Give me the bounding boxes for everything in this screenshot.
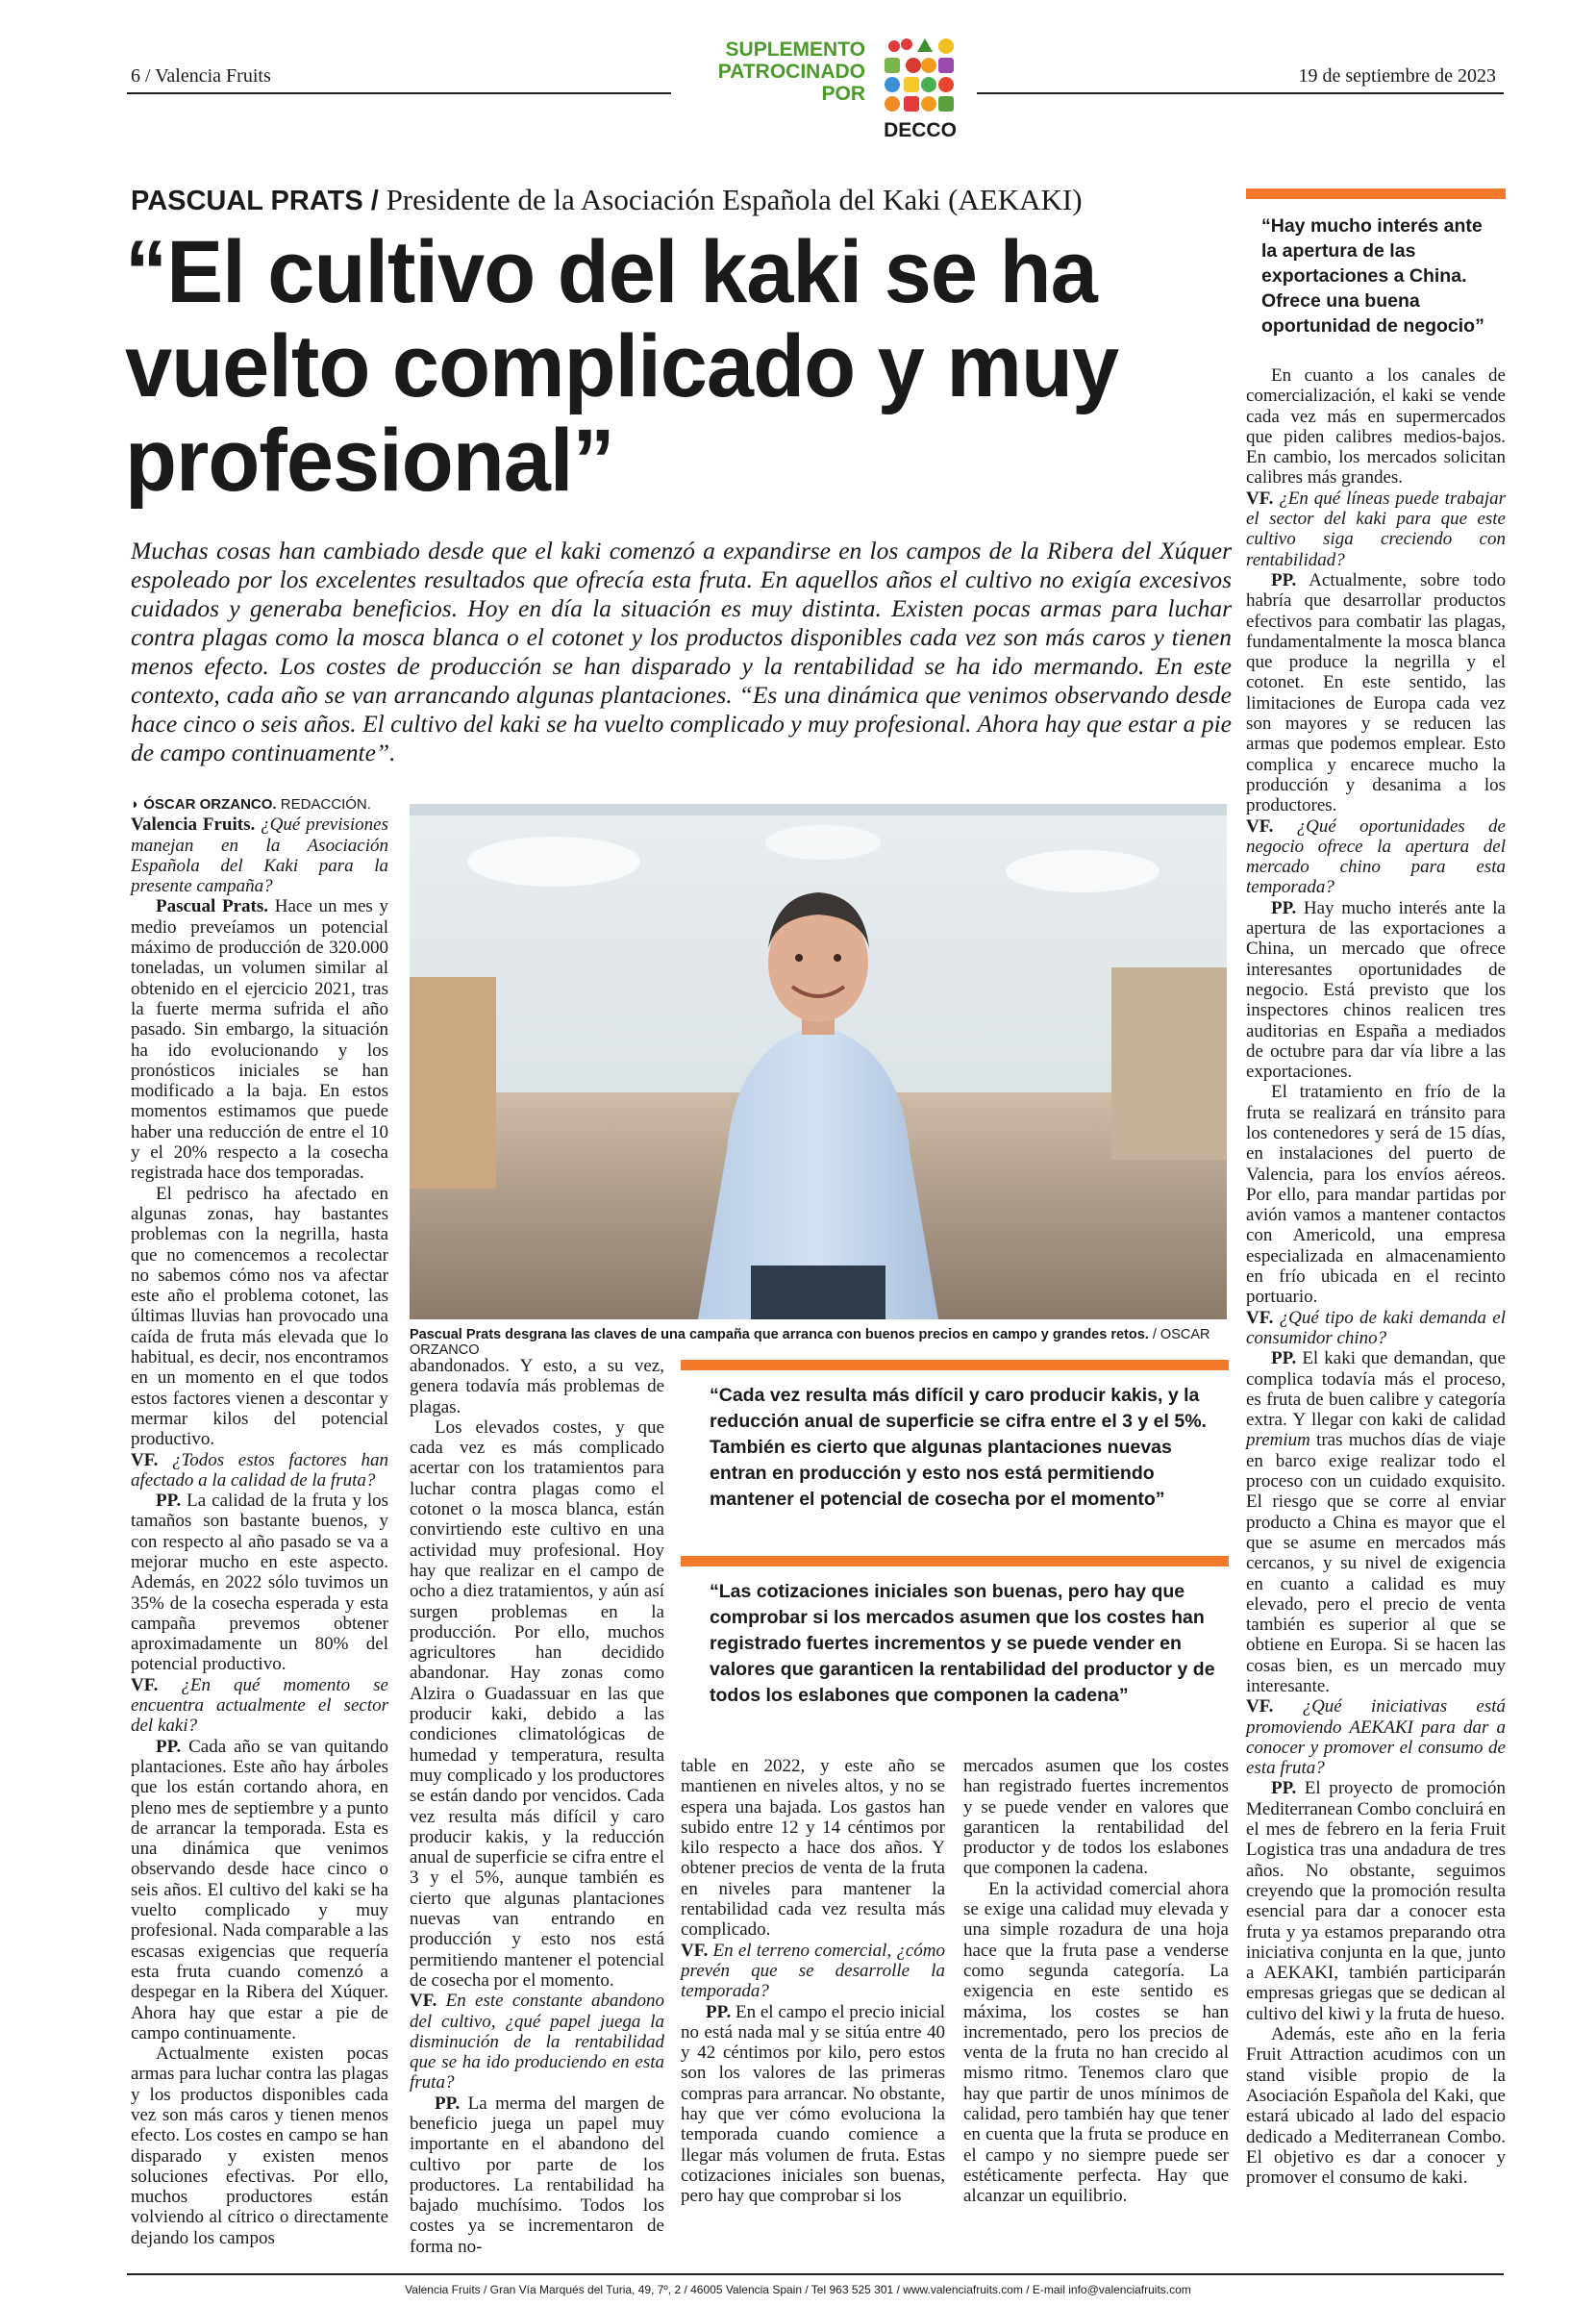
paragraph: En cuanto a los canales de comercialización, el kaki se vende cada vez más en supermercados que piden calibres medios-bajos. En cambio, los mercados solicitan calibres más grandes. [1246,365,1506,489]
interviewee-role: Presidente de la Asociación Española del Kaki (AEKAKI) [378,183,1083,216]
column-1 [131,794,388,2248]
answer-text: Hace un mes y medio preveíamos un potencial máximo de producción de 320.000 toneladas, un volumen similar al obtenido en el ejercicio 2021, tras la fuerte merma sufrida el año pasado. Sin embargo, la situación ha ido evolucionando y los pronósticos iniciales se han modificado a la baja. En estos momentos estimamos que puede haber una reducción de entre el 10 y el 20% respecto a la cosecha registrada hace dos temporadas. [131,896,388,1184]
portrait-photo-image [410,804,1227,1319]
question-label: VF. [131,1449,159,1470]
page-date: 19 de septiembre de 2023 [1298,65,1496,87]
page-label: 6 / Valencia Fruits [131,65,271,87]
question-label: VF. [681,1940,709,1961]
decco-logo [875,35,965,142]
paragraph: Los elevados costes, y que cada vez es más complicado acertar con los tratamientos para luchar contra plagas como el cotonet o la mosca blanca, están convirtiendo este cultivo en una actividad muy profesional. Hoy hay que realizar en el campo de ocho a diez tratamientos, y aún así surgen problemas en la producción. Por ello, muchos agricultores han decidido abandonar. Hay zonas como Alzira o Guadassuar en las que producir kaki, debido a las condiciones climatológicas de humedad y temperatura, resulta muy complicado y los productores se están dando por vencidos. Cada vez resulta más difícil y caro producir kakis, y la reducción anual de superficie se cifra entre el 3 y el 5%, aunque también es cierto que algunas plantaciones nuevas van entrando en producción y esto nos está permitiendo mantener el potencial de cosecha por el momento. [410,1416,664,1991]
question-text: ¿Todos estos factores han afectado a la calidad de la fruta? [131,1449,388,1491]
author-name: ÓSCAR ORZANCO. [143,796,277,813]
answer-text: tras muchos días de viaje en barco exige realizar todo el proceso con un cuidado exquisito. El riesgo que se corre al enviar producto a China es mayor que el que se asume en mercados más cercanos, y su nivel de exigencia en cuanto a calidad es muy elevado, pero el precio de venta también es superior al que se obtiene en Europa. Si se hacen las cosas bien, es un mercado muy interesante. [1246,1430,1506,1696]
sidebar-pullquote-bar [1246,188,1506,199]
paragraph: Además, este año en la feria Fruit Attraction acudimos con un stand visible propio de la Asociación Española del Kaki, que estará ubicado al lado del espacio dedicado a Mediterranean Combo. El objetivo es dar a conocer y promover el consumo de kaki. [1246,2024,1506,2189]
answer-label: PP. [706,2001,732,2022]
answer-label: PP. [435,2093,461,2114]
sponsor-line-1: SUPLEMENTO [725,38,865,61]
answer-text: El kaki que demandan, que complica todavía más el proceso, es fruta de buen calibre y categoría extra. Y llegar con kaki de calidad [1246,1348,1506,1431]
pullquote-1-bar [681,1360,1229,1370]
answer-label: PP. [156,1736,182,1757]
paragraph: abandonados. Y esto, a su vez, genera todavía más problemas de plagas. [410,1356,664,1417]
header-rule-left [127,92,671,94]
question-text: ¿Qué iniciativas está promoviendo AEKAKI para dar a conocer y promover el consumo de esta fruta? [1246,1696,1506,1779]
question-label: VF. [410,1991,437,2012]
portrait-photo [410,804,1227,1319]
author-byline: ◗ ÓSCAR ORZANCO. REDACCIÓN. [131,796,371,813]
question-label: VF. [1246,1307,1274,1328]
caption-text: Pascual Prats desgrana las claves de una campaña que arranca con buenos precios en campo y grandes retos. [410,1327,1149,1342]
sponsor-brand: DECCO [884,119,957,141]
column-2 [410,1356,664,2257]
answer-text: En el campo el precio inicial no está nada mal y se sitúa entre 40 y 42 céntimos por kilo, pero estos son los valores de las primeras compras para arrancar. No obstante, hay que ver cómo evoluciona la temporada cuando comience a llegar más volumen de fruta. Estas cotizaciones iniciales son buenas, pero hay que comprobar si los [681,2001,945,2207]
paragraph: table en 2022, y este año se mantienen en niveles altos, y no se espera una bajada. Los gastos han subido entre 12 y 14 céntimos por kilo respecto a hace dos años. Y obtener precios de venta de la fruta en niveles para mantener la rentabilidad cada vez resulta más complicado. [681,1756,945,1941]
paragraph: mercados asumen que los costes han registrado fuertes incrementos y se puede vender en valores que garanticen la rentabilidad del productor y de todos los eslabones que componen la cadena. [963,1756,1229,1879]
paragraph: El tratamiento en frío de la fruta se realizará en tránsito para los contenedores y será de 15 días, en instalaciones del puerto de Valencia, para los envíos aéreos. Por ello, para mandar partidas por avión vamos a mantener contactos con Americold, una empresa especializada en almacenamiento en frío ubicada en el recinto portuario. [1246,1082,1506,1308]
header-rule-right [977,92,1504,94]
answer-emphasis: premium [1246,1430,1310,1451]
article-kicker [131,183,1083,217]
interviewee-name: PASCUAL PRATS / [131,186,379,216]
question-text: ¿Qué previsiones manejan en la Asociación Española del Kaki para la presente campaña? [131,815,388,897]
column-4 [963,1756,1229,2207]
question-text: ¿Qué tipo de kaki demanda el consumidor chino? [1246,1307,1506,1348]
answer-label: PP. [1271,1348,1297,1369]
pullquote-2: “Las cotizaciones iniciales son buenas, pero hay que comprobar si los mercados asumen que los costes han registrado fuertes incrementos y se puede vender en valores que garanticen la rentabilidad del productor y de todos los eslabones que componen la cadena” [710,1581,1215,1706]
question-label: VF. [1246,488,1274,509]
sponsor-line-2: PATROCINADO POR [717,61,865,105]
paragraph: En la actividad comercial ahora se exige una calidad muy elevada y una simple rozadura de una hoja hace que la fruta pase a venderse como segunda categoría. La exigencia en este sentido es máxima, los costes se han incrementado, pero los precios de venta de la fruta no han crecido al mismo ritmo. Tenemos claro que hay que partir de unos mínimos de calidad, pero también hay que tener en cuenta que la fruta se produce en el campo y no siempre puede ser estéticamente perfecta. Hay que alcanzar un equilibrio. [963,1878,1229,2207]
answer-text: La calidad de la fruta y los tamaños son bastante buenos, y con respecto al año pasado se va a mejorar mucho en este aspecto. Además, en 2022 sólo tuvimos un 35% de la cosecha esperada y esta campaña prevemos obtener aproximadamente un 80% del potencial productivo. [131,1491,388,1675]
page-footer: Valencia Fruits / Gran Vía Marqués del Turia, 49, 7º, 2 / 46005 Valencia Spain / Tel 963 525 301 / www.valenciafruits.com / E-mail info@valenciafruits.com [405,2283,1191,2296]
column-3 [681,1756,945,2207]
question-label: Valencia Fruits. [131,815,256,836]
question-text: ¿En qué momento se encuentra actualmente el sector del kaki? [131,1674,388,1737]
answer-label: PP. [1271,1778,1297,1799]
answer-text: El proyecto de promoción Mediterranean Combo concluirá en el mes de febrero en la feria Fruit Logistica tras una andadura de tres años. No obstante, seguimos creyendo que la promoción resulta esencial para dar a conocer esta fruta y ya estamos preparando otra iniciativa conjunta en la que, junto a AEKAKI, también participarán empresas griegas que se dedican al cultivo del kiwi y la fruta de hueso. [1246,1778,1506,2024]
answer-text: Cada año se van quitando plantaciones. Este año hay árboles que los están cortando ahora, en pleno mes de septiembre y a punto de arrancar la temporada. Esta es una dinámica que venimos observando desde hace cinco o seis años. El cultivo del kaki se ha vuelto complicado y muy profesional. Nada comparable a las escasas exigencias que requería esta fruta cuando comenzó a despegar en la Ribera del Xúquer. Ahora hay que estar a pie de campo continuamente. [131,1736,388,2043]
article-lede: Muchas cosas han cambiado desde que el kaki comenzó a expandirse en los campos de la Ribera del Xúquer espoleado por los excelentes resultados que ofrecía esta fruta. En aquellos años el cultivo no exigía excesivos cuidados y generaba beneficios. Hoy en día la situación es muy distinta. Existen pocas armas para luchar contra plagas como la mosca blanca o el cotonet y los productos disponibles cada vez son más caros y tienen menos efecto. Los costes de producción se han disparado y la rentabilidad se ha ido mermando. En este contexto, cada año se van arrancando algunas plantaciones. “Es una dinámica que venimos observando desde hace cinco o seis años. El cultivo del kaki se ha vuelto complicado y muy profesional. Ahora hay que estar a pie de campo continuamente”. [131,537,1232,766]
answer-label: Pascual Prats. [156,896,269,917]
answer-text: Actualmente, sobre todo habría que desarrollar productos efectivos para combatir las plagas, fundamentalmente la mosca blanca que produce la negrilla y el cotonet. En este sentido, las limitaciones de Europa cada vez son mayores y se reducen las armas que podemos emplear. Esto complica y encarece mucho la producción y desanima a los productores. [1246,569,1506,816]
pullquote-1: “Cada vez resulta más difícil y caro producir kakis, y la reducción anual de superficie se cifra entre el 3 y el 5%. También es cierto que algunas plantaciones nuevas entran en producción y esto nos está permitiendo mantener el potencial de cosecha por el momento” [710,1385,1207,1510]
question-text: En el terreno comercial, ¿cómo prevén que se desarrolle la temporada? [681,1940,945,2002]
question-label: VF. [1246,1696,1274,1717]
sidebar-pullquote: “Hay mucho interés ante la apertura de las exportaciones a China. Ofrece una buena oportunidad de negocio” [1261,215,1484,337]
answer-label: PP. [156,1491,182,1512]
question-text: En este constante abandono del cultivo, ¿qué papel juega la disminución de la rentabilidad que se ha ido produciendo en esta fruta? [410,1991,664,2093]
paragraph: El pedrisco ha afectado en algunas zonas, hay bastantes problemas con la negrilla, hasta que no comencemos a recolectar no sabemos cómo nos va afectar este año el problema cotonet, las últimas lluvias han provocado una caída de fruta más elevada que lo habitual, es decir, nos encontramos en un momento en el que todos estos factores vienen a descontar y mermar kilos del potencial productivo. [131,1183,388,1450]
photo-credit: / OSCAR ORZANCO [410,1327,1210,1358]
question-label: VF. [131,1674,159,1695]
article-headline: “El cultivo del kaki se ha vuelto complicado y muy profesional” [125,223,1119,510]
question-text: ¿En qué líneas puede trabajar el sector del kaki para que este cultivo siga creciendo con rentabilidad? [1246,488,1506,570]
photo-caption [410,1327,1227,1358]
column-5 [1246,365,1506,2188]
sponsor-label [673,38,865,105]
question-label: VF. [1246,815,1274,837]
answer-text: Hay mucho interés ante la apertura de las exportaciones a China, un mercado que ofrece interesantes oportunidades de negocio. Está previsto que los inspectores chinos realicen tres auditorias en España a mediados de octubre para dar vía libre a las exportaciones. [1246,897,1506,1083]
author-role: REDACCIÓN. [276,796,371,813]
question-text: ¿Qué oportunidades de negocio ofrece la apertura del mercado chino para esta temporada? [1246,815,1506,898]
answer-label: PP. [1271,569,1297,590]
pullquote-2-bar [681,1556,1229,1567]
footer-rule [127,2273,1504,2275]
paragraph: Actualmente existen pocas armas para luchar contra las plagas y los productos disponibles cada vez son más caros y tienen menos efecto. Los costes en campo se han disparado y existen menos soluciones efectivas. Por ello, muchos productores están volviendo al cítrico o directamente dejando los campos [131,2043,388,2248]
answer-text: La merma del margen de beneficio juega un papel muy importante en el abandono del cultivo por parte de los productores. La rentabilidad ha bajado muchísimo. Todos los costes ya se incrementaron de forma no- [410,2093,664,2257]
answer-label: PP. [1271,897,1297,918]
